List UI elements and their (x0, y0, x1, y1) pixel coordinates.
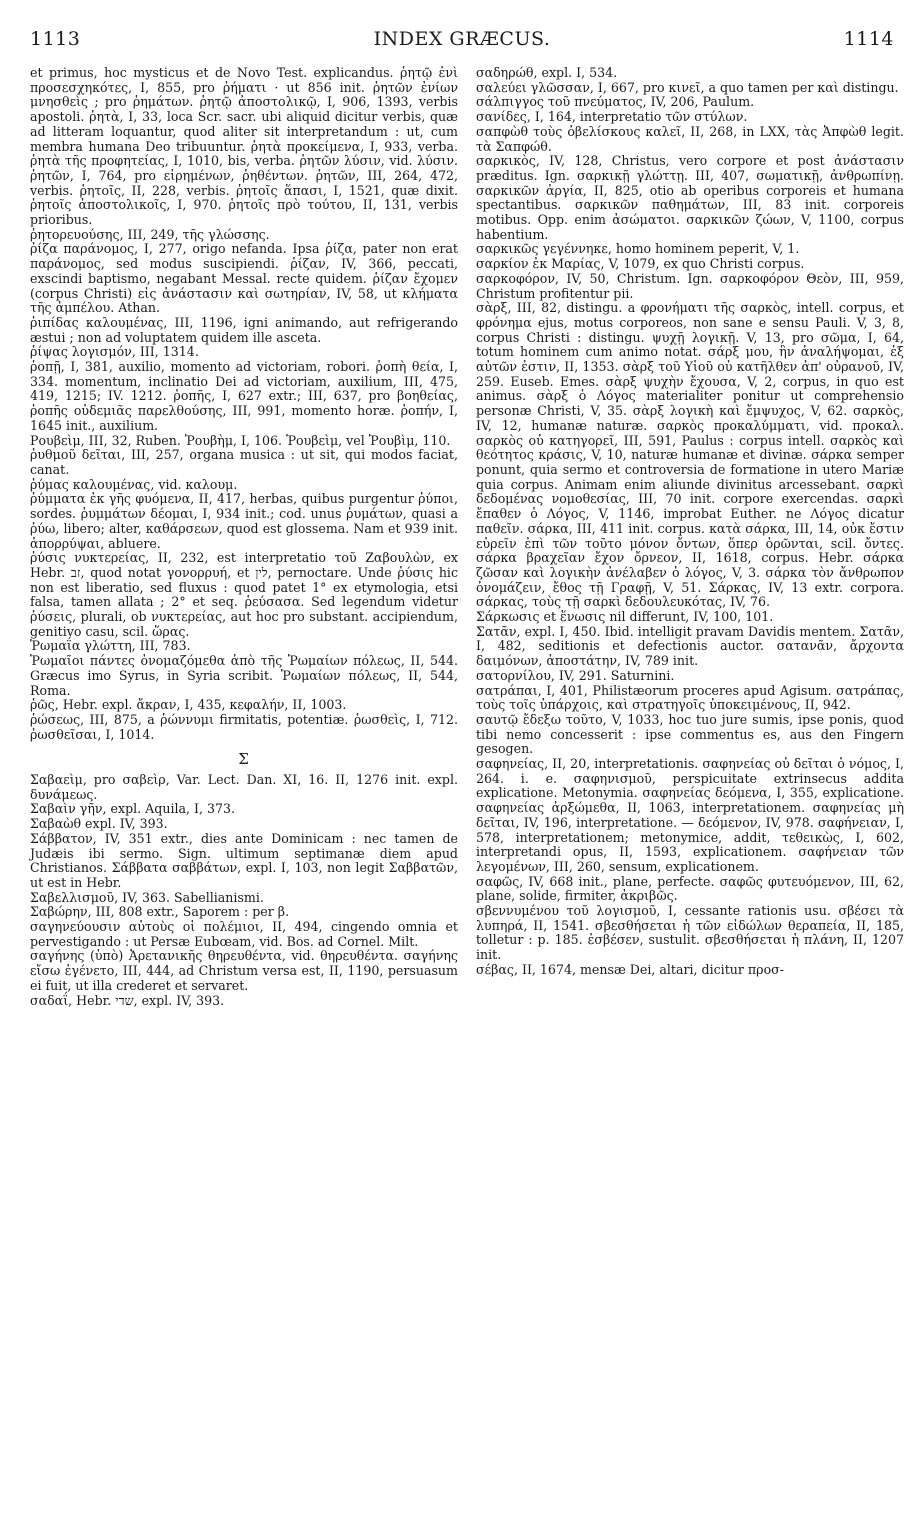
index-entry: Σάρκωσις et ἕνωσις nil differunt, IV, 100, 101. (476, 609, 774, 625)
index-entry: σαυτῷ ἔδεξω τοῦτο, V, 1033, hoc tuo jure sumis, ipse ponis, quod tibi nemo concesserit : ipse commentus es, aus den Fingern gesogen. (476, 711, 904, 757)
index-entry: σέβας, II, 1674, mensæ Dei, altari, dicitur προσ- (476, 961, 785, 977)
index-entry: σαρκικῶς γεγέννηκε, homo hominem peperit, V, 1. (476, 241, 800, 257)
index-entry: σαρκικὸς, IV, 128, Christus, vero corpore et post ἀνάστασιν præditus. Ign. σαρκικῇ γλώττῃ. III, 407, σωματικῇ, ἀνθρωπίνῃ. σαρκικῶν ἀργία, II, 825, otio ab operibus corporeis et humana spectantibus. σαρκικῶν παθημάτων, III, 83 init. corporeis motibus. Opp. enim ἀσώματοι. σαρκικῶν ζώων, V, 1100, corpus habentium. (476, 153, 904, 242)
index-entry: σὰρξ, III, 82, distingu. a φρονήματι τῆς σαρκὸς, intell. corpus, et φρόνημα ejus, motus corporeos, non sane e sensu Pauli. V, 3, 8, corpus Christi : distingu. ψυχῇ λογικῇ. V, 13, pro σῶμα, I, 64, totum hominem cum animo notat. σάρξ μου, ἣν ἀναλήψομαι, ἐξ αὐτῶν ἐστιν, II, 1353. σὰρξ τοῦ Υἱοῦ οὐ κατῆλθεν ἀπ' οὐρανοῦ, IV, 259. Euseb. Emes. σὰρξ ψυχὴν ἔχουσα, V, 2, corpus, in quo est animus. σὰρξ ὁ Λόγος materialiter ponitur ut comprehensio personæ Christi, V, 35. σὰρξ λογικὴ καὶ ἔμψυχος, V, 62. σαρκὸς, IV, 12, humanæ naturæ. σαρκὸς προκαλύμματι, vid. προκαλ. σαρκὸς οὐ κατηγορεῖ, III, 591, Paulus : corpus intell. σαρκὸς καὶ θεότητος κράσις, V, 10, naturæ humanæ et divinæ. σάρκα semper ponunt, quia sermo et controversia de formatione in utero Mariæ quia corpus. Animam enim aliunde divinitus arcessebant. σαρκὶ δεδομένας νομοθεσίας, III, 70 init. corpore exercendas. σαρκὶ ἔπαθεν ὁ Λόγος, V, 1146, improbat Euther. ne Λόγος dicatur παθεῖν. σάρκα, III, 411 init. corpus. κατὰ σάρκα, III, 14, οὐκ ἔστιν εὑρεῖν ἐπὶ τῶν τοῦτο μόνον ὄντων, ὅπερ ὁρῶνται, scil. ὄντες. σάρκα βραχεῖαν ἔχον ὄρνεον, II, 1618, corpus. Hebr. σάρκα ζῶσαν καὶ λογικὴν ἀνέλαβεν ὁ λόγος, V, 3. σάρκα τὸν ἄνθρωπον ὀνομάζειν, ἔθος τῇ Γραφῇ, V, 51. Σάρκας, IV, 13 extr. corpora. σάρκας, τοὺς τῇ σαρκὶ δεδουλευκότας, IV, 76. (476, 300, 904, 610)
index-entry: σαγηνεύουσιν αὐτοὺς οἱ πολέμιοι, II, 494, cingendo omnia et pervestigando : ut Persæ Eubœam, vid. Bos. ad Cornel. Milt. (30, 919, 458, 949)
index-entry: Σάββατον, IV, 351 extr., dies ante Dominicam : nec tamen de Judæis ibi sermo. Sign. ultimum septimanæ diem apud Christianos. Σάββατα σαββάτων, expl. I, 103, non legit Σαββατῶν, ut est in Hebr. (30, 830, 458, 890)
index-entry: Ῥωμαῖοι πάντες ὀνομαζόμεθα ἀπὸ τῆς Ῥωμαίων πόλεως, II, 544. Græcus imo Syrus, in Syria scribit. Ῥωμαίων πόλεως, II, 544, Roma. (30, 653, 458, 698)
index-entry: σβεννυμένου τοῦ λογισμοῦ, I, cessante rationis usu. σβέσει τὰ λυπηρά, II, 1541. σβεσθήσεται ἡ τῶν εἰδώλων θεραπεία, II, 185, tolletur : p. 185. ἐσβέσεν, sustulit. σβεσθήσεται ἡ πλάνη, II, 1207 init. (476, 903, 904, 963)
index-entry: ῥίζα παράνομος, I, 277, origo nefanda. Ipsa ῥίζα, pater non erat παράνομος, sed modus suscipiendi. ῥίζαν, IV, 366, peccati, exscindi baptismo, negabant Messal. recte quidem. ῥίζαν ἔχομεν (corpus Christi) εἰς ἀνάστασιν καὶ σωτηρίαν, IV, 58, ut κλήματα τῆς ἀμπέλου. Athan. (30, 241, 458, 316)
running-title: INDEX GRÆCUS. (373, 28, 551, 50)
index-entry: σατράπαι, I, 401, Philistæorum proceres apud Agisum. σατράπας, τοὺς τοῖς ὑπάρχοις, καὶ στρατηγοῖς ὑποκειμένους, II, 942. (476, 682, 904, 713)
index-entry: σανίδες, I, 164, interpretatio τῶν στύλων. (476, 109, 748, 125)
index-entry: ῥύσις νυκτερείας, II, 232, est interpretatio τοῦ Ζαβουλὼν, ex Hebr. זב, quod notat γονορρυή, et לין, pernoctare. Unde ῥύσις hic non est liberatio, sed fluxus : quod patet 1° ex etymologia, etsi falsa, tamen allata ; 2° et seq. ῥεύσασα. Sed legendum videtur ῥύσεις, plurali, ob νυκτερείας, aut hoc pro substant. accipiendum, genitivo casu, scil. ὥρας. (30, 550, 459, 639)
index-entry: σαλεύει γλῶσσαν, I, 667, pro κινεῖ, a quo tamen per καὶ distingu. (476, 79, 899, 95)
index-entry: σαρκίον ἐκ Μαρίας, V, 1079, ex quo Christi corpus. (476, 256, 805, 272)
index-entry: Σαβαὼθ expl. IV, 393. (30, 816, 168, 832)
index-entry: σαπφὼθ τοὺς ὀβελίσκους καλεῖ, II, 268, in LXX, τὰς Ἀπφὼθ legit. τὰ Σαπφώθ. (476, 123, 904, 154)
index-entry: Σαβαὶν γῆν, expl. Aquila, I, 373. (30, 801, 236, 817)
left-column (30, 66, 458, 1008)
index-entry: Ῥωμαΐα γλώττη, III, 783. (30, 638, 191, 654)
index-entry: Σαβώρην, III, 808 extr., Saporem : per β. (30, 904, 290, 920)
index-entry: σαγήνης (ὑπὸ) Ἀρετανικῆς θηρευθέντα, vid. θηρευθέντα. σαγήνης εἴσω ἐγένετο, III, 444, ad Christum versa est, II, 1190, persuasum ei fuit, ut illa crederet et servaret. (30, 948, 458, 993)
index-entry: ῥητορευούσης, III, 249, τῆς γλώσσης. (30, 226, 270, 242)
index-entry: Σαβαεὶμ, pro σαβεὶρ, Var. Lect. Dan. XI, 16. II, 1276 init. expl. δυνάμεως. (30, 772, 458, 802)
index-entry: σαφηνείας, II, 20, interpretationis. σαφηνείας οὐ δεῖται ὁ νόμος, I, 264. i. e. σαφηνισμοῦ, perspicuitate extrinsecus addita explicatione. Metonymia. σαφηνείας δεόμενα, I, 355, explicatione. σαφηνείας ἀρξώμεθα, II, 1063, interpretationem. σαφηνείας μὴ δεῖται, IV, 196, interpretatione. — δεόμενον, IV, 978. σαφήνειαν, I, 578, interpretationem; metonymice, addit, τεθεικὼς, I, 602, interpretandi opus, II, 1593, explicationem. σαφήνειαν τῶν λεγομένων, III, 260, sensum, explicationem. (476, 756, 904, 874)
right-page-number: 1114 (843, 28, 894, 50)
page-header (30, 28, 894, 56)
section-heading-sigma: Σ (238, 750, 250, 769)
index-entry: ῥυθμοῦ δεῖται, III, 257, organa musica : ut sit, qui modos faciat, canat. (30, 447, 458, 477)
index-entry: σαρκοφόρον, IV, 50, Christum. Ign. σαρκοφόρον Θεὸν, III, 959, Christum profitentur pii. (476, 270, 904, 301)
index-entry: Σαβελλισμοῦ, IV, 363. Sabellianismi. (30, 889, 264, 905)
index-entry: σατορνίλου, IV, 291. Saturnini. (476, 667, 675, 683)
index-entry: ῥοπῇ, I, 381, auxilio, momento ad victoriam, robori. ῥοπὴ θεία, I, 334. momentum, inclinatio Dei ad victoriam, auxilium, III, 475, 419, 1215; IV. 1212. ῥοπῆς, I, 627 extr.; III, 637, pro βοηθείας, ῥοπῆς οὐδεμιᾶς παρελθούσης, III, 991, momento horæ. ῥοπήν, I, 1645 init., auxilium. (30, 359, 458, 433)
index-entry: et primus, hoc mysticus et de Novo Test. explicandus. ῥητῷ ἐνὶ προσεσχηκότες, I, 855, pro ῥήματι · ut 856 init. ῥητῶν ἐνίων μνησθεὶς ; pro ῥημάτων. ῥητῷ ἀποστολικῷ, I, 906, 1393, verbis apostoli. ῥητὰ, I, 33, loca Scr. sacr. ubi aliquid dicitur verbis, quæ ad litteram loquantur, quod aliter sit interpretandum : ut, cum membra humana Deo tribuuntur. ῥητὰ προκείμενα, I, 933, verba. ῥητὰ τῆς προφητείας, I, 1010, bis, verba. ῥητῶν λύσιν, vid. λύσιν. ῥητῶν, I, 764, pro εἰρημένων, ῥηθέντων. ῥητῶν, III, 264, 472, verbis. ῥητοῖς, II, 228, verbis. ῥητοῖς ἅπασι, I, 1521, quæ dixit. ῥητοῖς ἀποστολικοῖς, I, 970. ῥητοῖς πρὸ τούτου, II, 131, verbis prioribus. (30, 65, 458, 228)
index-entry: ῥώσεως, III, 875, a ῥώννυμι firmitatis, potentiæ. ῥωσθεὶς, I, 712. ῥωσθεῖσαι, I, 1014. (30, 711, 458, 742)
index-entry: σαδηρώθ, expl. I, 534. (476, 65, 618, 80)
index-entry: ῥῶς, Hebr. expl. ἄκραν, I, 435, κεφαλήν, II, 1003. (30, 697, 347, 713)
index-entry: ῥύμματα ἐκ γῆς φυόμενα, II, 417, herbas, quibus purgentur ῥύποι, sordes. ῥυμμάτων δέομαι, I, 934 init.; cod. unus ῥυμάτων, quasi a ῥύω, libero; alter, καθάρσεων, quod est glossema. Nam et 939 init. ἀπορρύψαι, abluere. (30, 491, 458, 551)
left-page-number: 1113 (30, 28, 81, 50)
index-entry: Σατᾶν, expl. I, 450. Ibid. intelligit pravam Davidis mentem. Σατᾶν, I, 482, seditionis et defectionis auctor. σατανᾶν, ἄρχοντα δαιμόνων, ἀποστάτην, IV, 789 init. (476, 623, 904, 669)
index-entry: ῥύμας καλουμένας, vid. καλουμ. (30, 476, 238, 492)
index-entry: ῥιπίδας καλουμένας, III, 1196, igni animando, aut refrigerando æstui ; non ad voluptatem quidem ille asceta. (30, 314, 458, 345)
index-entry: σαφῶς, IV, 668 init., plane, perfecte. σαφῶς φυτευόμενον, III, 62, plane, solide, firmiter, ἀκριβῶς. (476, 873, 904, 904)
index-entry: σαδαΐ, Hebr. שדי, expl. IV, 393. (30, 992, 225, 1008)
index-entry: Ρουβεὶμ, III, 32, Ruben. Ῥουβὴμ, I, 106. Ῥουβεὶμ, vel Ῥουβὶμ, 110. (30, 432, 451, 448)
index-entry: σάλπιγγος τοῦ πνεύματος, IV, 206, Paulum. (476, 94, 755, 110)
right-column (476, 66, 904, 978)
index-entry: ῥίψας λογισμόν, III, 1314. (30, 344, 199, 360)
